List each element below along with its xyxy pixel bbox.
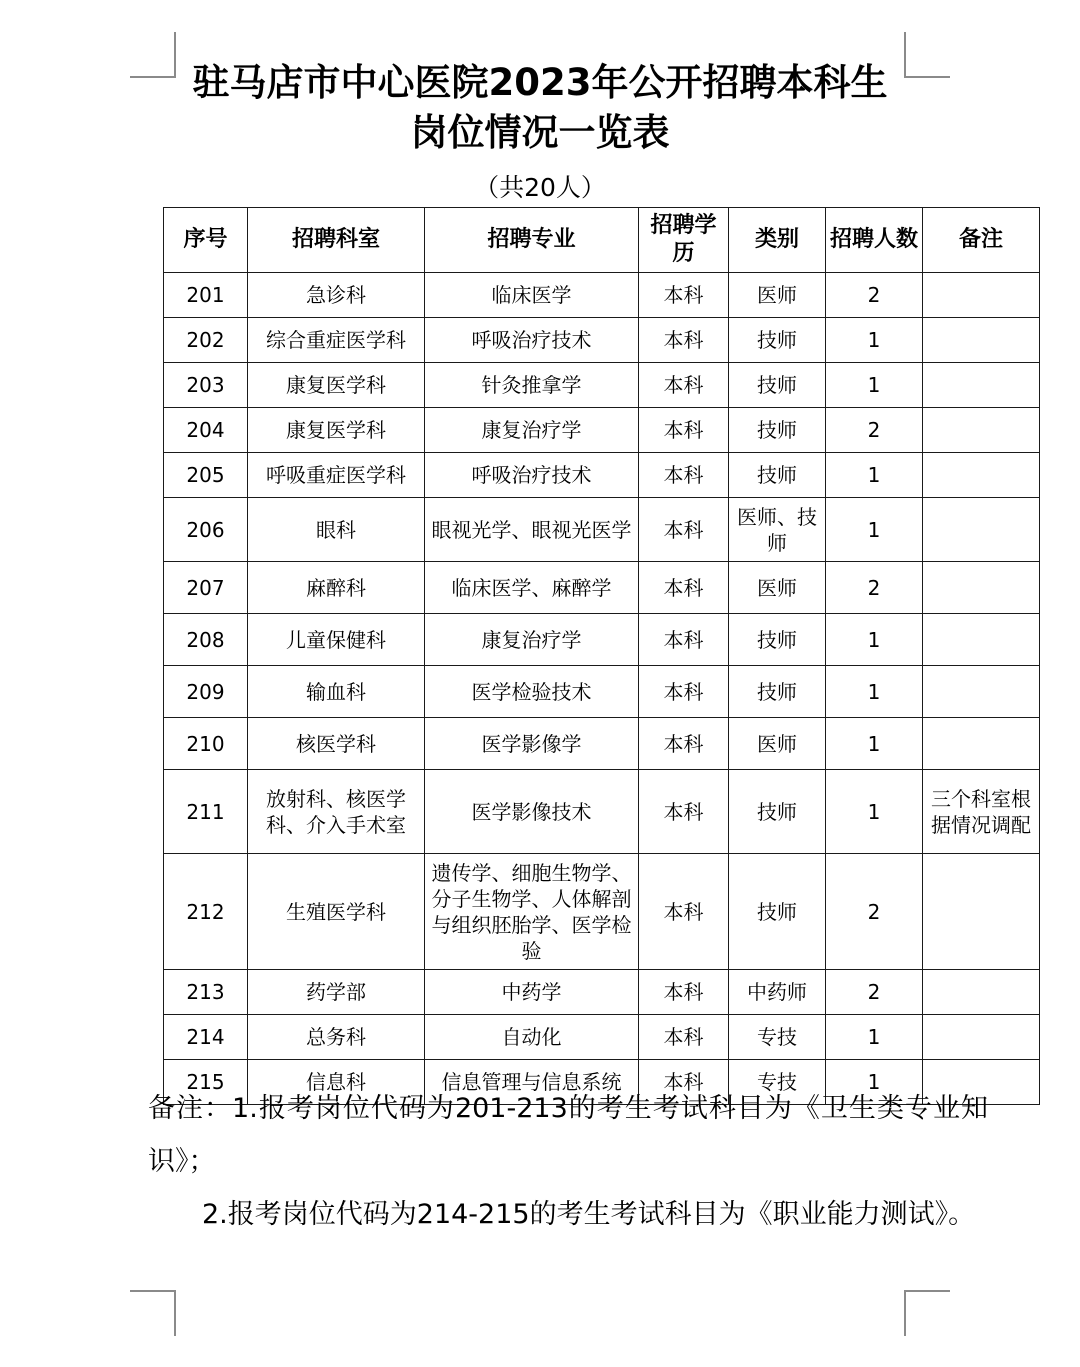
cell-edu: 本科 bbox=[639, 498, 729, 562]
cell-no: 204 bbox=[164, 408, 248, 453]
document-title-line-2: 岗位情况一览表 bbox=[410, 111, 670, 154]
cell-dept: 核医学科 bbox=[248, 718, 425, 770]
cell-category: 技师 bbox=[729, 408, 826, 453]
cell-category: 技师 bbox=[729, 770, 826, 854]
document-title-line-1: 驻马店市中心医院2023年公开招聘本科生 bbox=[192, 61, 888, 104]
cell-major: 针灸推拿学 bbox=[425, 363, 639, 408]
cell-headcount: 1 bbox=[826, 498, 923, 562]
cell-edu: 本科 bbox=[639, 1015, 729, 1060]
cell-dept: 康复医学科 bbox=[248, 408, 425, 453]
cell-dept: 信息科 bbox=[248, 1060, 425, 1105]
column-header-edu: 招聘学历 bbox=[639, 208, 729, 273]
cell-edu: 本科 bbox=[639, 453, 729, 498]
cell-dept: 生殖医学科 bbox=[248, 854, 425, 970]
jobs-table bbox=[163, 207, 1040, 1105]
cell-no: 201 bbox=[164, 273, 248, 318]
column-header-no: 序号 bbox=[164, 208, 248, 273]
cell-major: 康复治疗学 bbox=[425, 614, 639, 666]
cell-category: 技师 bbox=[729, 318, 826, 363]
column-header-dept: 招聘科室 bbox=[248, 208, 425, 273]
cell-dept: 呼吸重症医学科 bbox=[248, 453, 425, 498]
cell-dept: 综合重症医学科 bbox=[248, 318, 425, 363]
table-row bbox=[164, 498, 1040, 562]
cell-major: 临床医学、麻醉学 bbox=[425, 562, 639, 614]
cell-major: 医学影像学 bbox=[425, 718, 639, 770]
table-row bbox=[164, 970, 1040, 1015]
cell-remarks bbox=[923, 363, 1040, 408]
cell-headcount: 1 bbox=[826, 363, 923, 408]
cell-category: 中药师 bbox=[729, 970, 826, 1015]
cell-major: 临床医学 bbox=[425, 273, 639, 318]
cell-no: 215 bbox=[164, 1060, 248, 1105]
jobs-table-head bbox=[164, 208, 1040, 273]
jobs-table-container bbox=[163, 207, 1031, 1105]
cell-category: 医师 bbox=[729, 562, 826, 614]
cell-headcount: 1 bbox=[826, 666, 923, 718]
crop-mark-bottom-right-icon bbox=[904, 1290, 950, 1336]
cell-major: 信息管理与信息系统 bbox=[425, 1060, 639, 1105]
cell-category: 专技 bbox=[729, 1060, 826, 1105]
table-header-row bbox=[164, 208, 1040, 273]
table-row bbox=[164, 453, 1040, 498]
cell-major: 中药学 bbox=[425, 970, 639, 1015]
cell-remarks bbox=[923, 614, 1040, 666]
cell-no: 213 bbox=[164, 970, 248, 1015]
cell-category: 医师 bbox=[729, 273, 826, 318]
cell-headcount: 1 bbox=[826, 614, 923, 666]
table-row bbox=[164, 718, 1040, 770]
table-row bbox=[164, 770, 1040, 854]
cell-category: 专技 bbox=[729, 1015, 826, 1060]
column-header-headcount: 招聘人数 bbox=[826, 208, 923, 273]
table-row bbox=[164, 562, 1040, 614]
cell-remarks bbox=[923, 408, 1040, 453]
cell-major: 医学检验技术 bbox=[425, 666, 639, 718]
cell-edu: 本科 bbox=[639, 273, 729, 318]
cell-remarks bbox=[923, 854, 1040, 970]
table-row bbox=[164, 854, 1040, 970]
cell-headcount: 2 bbox=[826, 562, 923, 614]
cell-edu: 本科 bbox=[639, 318, 729, 363]
cell-remarks bbox=[923, 498, 1040, 562]
cell-remarks bbox=[923, 273, 1040, 318]
cell-category: 医师 bbox=[729, 718, 826, 770]
cell-remarks bbox=[923, 562, 1040, 614]
cell-edu: 本科 bbox=[639, 1060, 729, 1105]
cell-dept: 儿童保健科 bbox=[248, 614, 425, 666]
cell-headcount: 1 bbox=[826, 1015, 923, 1060]
cell-headcount: 2 bbox=[826, 854, 923, 970]
table-row bbox=[164, 614, 1040, 666]
cell-category: 医师、技师 bbox=[729, 498, 826, 562]
cell-dept: 急诊科 bbox=[248, 273, 425, 318]
cell-no: 207 bbox=[164, 562, 248, 614]
cell-edu: 本科 bbox=[639, 363, 729, 408]
table-row bbox=[164, 363, 1040, 408]
cell-edu: 本科 bbox=[639, 666, 729, 718]
cell-no: 205 bbox=[164, 453, 248, 498]
column-header-major: 招聘专业 bbox=[425, 208, 639, 273]
cell-no: 206 bbox=[164, 498, 248, 562]
cell-edu: 本科 bbox=[639, 614, 729, 666]
column-header-remarks: 备注 bbox=[923, 208, 1040, 273]
footnotes bbox=[148, 1082, 988, 1241]
cell-no: 208 bbox=[164, 614, 248, 666]
cell-remarks bbox=[923, 318, 1040, 363]
cell-major: 呼吸治疗技术 bbox=[425, 453, 639, 498]
cell-no: 210 bbox=[164, 718, 248, 770]
cell-dept: 麻醉科 bbox=[248, 562, 425, 614]
cell-remarks bbox=[923, 718, 1040, 770]
cell-headcount: 2 bbox=[826, 408, 923, 453]
cell-edu: 本科 bbox=[639, 408, 729, 453]
table-row bbox=[164, 273, 1040, 318]
cell-no: 209 bbox=[164, 666, 248, 718]
table-row bbox=[164, 408, 1040, 453]
cell-major: 遗传学、细胞生物学、分子生物学、人体解剖与组织胚胎学、医学检验 bbox=[425, 854, 639, 970]
jobs-table-body bbox=[164, 273, 1040, 1105]
cell-remarks: 三个科室根据情况调配 bbox=[923, 770, 1040, 854]
cell-remarks bbox=[923, 666, 1040, 718]
cell-headcount: 2 bbox=[826, 970, 923, 1015]
cell-major: 眼视光学、眼视光医学 bbox=[425, 498, 639, 562]
table-row bbox=[164, 1015, 1040, 1060]
footnote-1: 备注：1.报考岗位代码为201-213的考生考试科目为《卫生类专业知识》； bbox=[148, 1093, 988, 1177]
cell-no: 211 bbox=[164, 770, 248, 854]
cell-remarks bbox=[923, 1015, 1040, 1060]
cell-major: 呼吸治疗技术 bbox=[425, 318, 639, 363]
cell-headcount: 2 bbox=[826, 273, 923, 318]
cell-remarks bbox=[923, 970, 1040, 1015]
footnote-2: 2.报考岗位代码为214-215的考生考试科目为《职业能力测试》。 bbox=[202, 1199, 976, 1230]
cell-no: 203 bbox=[164, 363, 248, 408]
cell-edu: 本科 bbox=[639, 770, 729, 854]
cell-category: 技师 bbox=[729, 453, 826, 498]
cell-dept: 总务科 bbox=[248, 1015, 425, 1060]
column-header-category: 类别 bbox=[729, 208, 826, 273]
crop-mark-bottom-left-icon bbox=[130, 1290, 176, 1336]
cell-no: 214 bbox=[164, 1015, 248, 1060]
table-row bbox=[164, 666, 1040, 718]
cell-headcount: 1 bbox=[826, 318, 923, 363]
cell-edu: 本科 bbox=[639, 854, 729, 970]
cell-headcount: 1 bbox=[826, 453, 923, 498]
cell-edu: 本科 bbox=[639, 562, 729, 614]
cell-dept: 输血科 bbox=[248, 666, 425, 718]
cell-dept: 放射科、核医学科、介入手术室 bbox=[248, 770, 425, 854]
cell-major: 康复治疗学 bbox=[425, 408, 639, 453]
table-row bbox=[164, 318, 1040, 363]
cell-no: 212 bbox=[164, 854, 248, 970]
cell-major: 自动化 bbox=[425, 1015, 639, 1060]
cell-no: 202 bbox=[164, 318, 248, 363]
cell-dept: 药学部 bbox=[248, 970, 425, 1015]
cell-major: 医学影像技术 bbox=[425, 770, 639, 854]
cell-headcount: 1 bbox=[826, 770, 923, 854]
cell-category: 技师 bbox=[729, 854, 826, 970]
cell-edu: 本科 bbox=[639, 970, 729, 1015]
cell-category: 技师 bbox=[729, 666, 826, 718]
cell-dept: 眼科 bbox=[248, 498, 425, 562]
cell-headcount: 1 bbox=[826, 1060, 923, 1105]
cell-category: 技师 bbox=[729, 614, 826, 666]
cell-edu: 本科 bbox=[639, 718, 729, 770]
cell-remarks bbox=[923, 453, 1040, 498]
cell-category: 技师 bbox=[729, 363, 826, 408]
cell-headcount: 1 bbox=[826, 718, 923, 770]
document-title bbox=[90, 58, 990, 158]
document-subtitle: （共20人） bbox=[474, 173, 606, 202]
cell-dept: 康复医学科 bbox=[248, 363, 425, 408]
